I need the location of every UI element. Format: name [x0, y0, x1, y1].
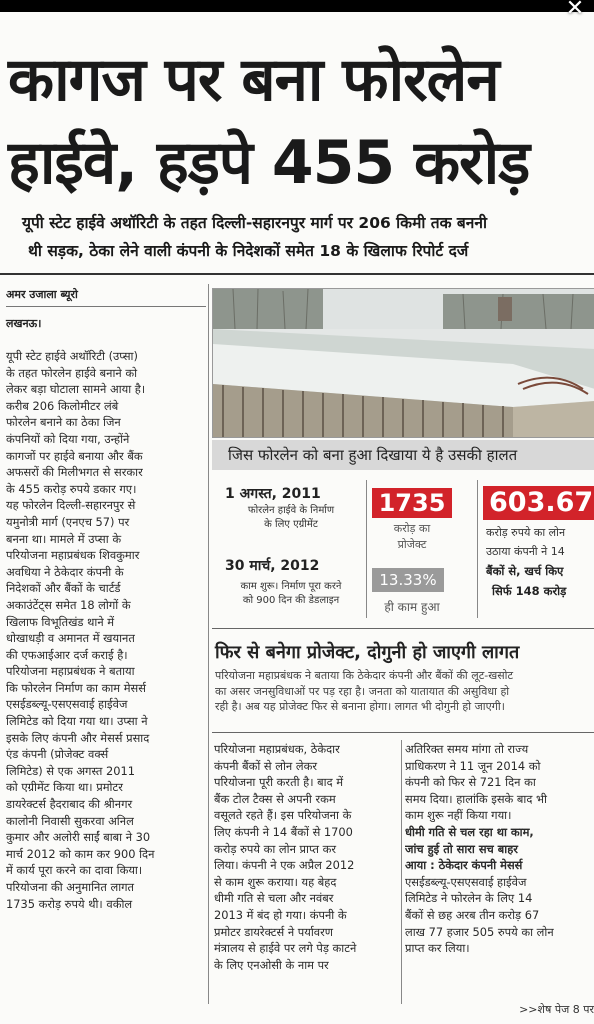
column-divider: [208, 284, 209, 1004]
text-line: लिमिटेड को दिया गया था। उप्सा ने: [6, 714, 148, 729]
photo-caption: जिस फोरलेन को बना हुआ दिखाया ये है उसकी हालत: [212, 440, 594, 470]
text-line: परियोजना पूरी करती है। बाद में: [214, 775, 344, 790]
text-line: इसके लिए कंपनी और मेसर्स प्रसाद: [6, 730, 150, 745]
timeline-date-1-desc-2: के लिए एग्रीमेंट: [264, 519, 318, 530]
continued-note: >>शेष पेज 8 पर: [519, 1003, 594, 1016]
text-line: प्राधिकरण ने 11 जून 2014 को: [405, 758, 541, 773]
text-line: अवधिया ने ठेकेदार कंपनी के: [6, 564, 124, 579]
work-done-percent: 13.33%: [372, 568, 444, 592]
timeline-date-1: 1 अगस्त, 2011: [225, 486, 321, 502]
text-line: मंत्रालय से हाईवे पर लगे पेड़ काटने: [214, 941, 357, 956]
timeline-date-2: 30 मार्च, 2012: [225, 558, 320, 574]
text-line: को एग्रीमेंट किया था। प्रमोटर: [6, 780, 123, 795]
text-line: के तहत फोरलेन हाईवे बनाने को: [6, 365, 138, 380]
column-1-text: [6, 348, 206, 912]
text-line: से काम शुरू कराया। यह बेहद: [214, 874, 337, 889]
text-line: बैंकों से छह अरब तीन करोड़ 67: [405, 907, 540, 922]
text-line: का असर जनसुविधाओं पर पड़ रहा है। जनता को यातायात की असुविधा हो: [215, 684, 510, 698]
text-line: एसईडब्ल्यू-एसएसवाई हाईवेज: [6, 697, 128, 712]
intro-text: [215, 668, 594, 715]
column-3-text: [405, 741, 594, 957]
text-line: मार्च 2012 को काम कर 900 दिन: [6, 846, 155, 861]
text-line: अतिरिक्त समय मांगा तो राज्य: [405, 742, 529, 756]
text-line: आया : ठेकेदार कंपनी मेसर्स: [405, 858, 523, 873]
text-line: यूपी स्टेट हाईवे अथॉरिटी (उप्सा): [6, 349, 138, 363]
text-line: डायरेक्टर्स हैदराबाद की श्रीनगर: [6, 797, 133, 812]
loan-line-1: करोड़ रुपये का लोन: [486, 526, 566, 539]
mid-rule: [212, 628, 594, 629]
text-line: लिमिटेड ने फोरलेन के लिए 14: [405, 891, 533, 906]
top-bar: [0, 0, 594, 12]
text-line: कंपनी को फिर से 721 दिन का: [405, 775, 536, 790]
timeline-date-2-desc-1: काम शुरू। निर्माण पूरा करने: [240, 581, 342, 592]
column-2-text: [214, 741, 398, 973]
text-line: एसईडब्ल्यू-एसएसवाई हाईवेज: [405, 874, 527, 889]
text-line: लिमिटेड) से एक अगस्त 2011: [6, 763, 135, 778]
text-line: कुमार और अलोरी साईं बाबा ने 30: [6, 830, 151, 845]
text-line: 1735 करोड़ रुपये थी। वकील: [6, 896, 133, 911]
project-cost-value: 1735: [372, 488, 452, 518]
stat-divider-1: [366, 480, 367, 618]
loan-line-2: उठाया कंपनी ने 14: [486, 545, 565, 558]
subheadline-line-2: थी सड़क, ठेका लेने वाली कंपनी के निदेशकों समेत 18 के खिलाफ रिपोर्ट दर्ज: [28, 242, 469, 260]
second-headline: फिर से बनेगा प्रोजेक्ट, दोगुनी हो जाएगी लागत: [215, 642, 520, 663]
text-line: रही है। अब यह प्रोजेक्ट फिर से बनाना होगा। लागत भी दोगुनी हो जाएगी।: [215, 700, 505, 713]
text-line: फोरलेन बनाने का ठेका जिन: [6, 415, 121, 430]
text-line: कागजों पर हाईवे बनाया और बैंक: [6, 448, 143, 463]
text-line: लिए कंपनी ने 14 बैंकों से 1700: [214, 824, 353, 839]
text-line: की एफआईआर दर्ज कराई है।: [6, 647, 128, 662]
text-line: एंड कंपनी (प्रोजेक्ट वर्क्स: [6, 747, 109, 762]
loan-line-4: सिर्फ 148 करोड़: [492, 584, 567, 598]
text-line: धीमी गति से चल रहा था काम,: [405, 824, 534, 839]
dateline: लखनऊ।: [6, 317, 42, 330]
text-line: यह फोरलेन दिल्ली-सहारनपुर से: [6, 498, 136, 513]
close-icon[interactable]: ✕: [565, 0, 585, 21]
text-line: धोखाधड़ी व अमानत में खयानत: [6, 631, 135, 646]
text-line: बैंक टोल टैक्स से अपनी रकम: [214, 791, 336, 806]
text-line: धीमी गति से चला और नवंबर: [214, 891, 334, 906]
byline: अमर उजाला ब्यूरो: [6, 288, 78, 301]
text-line: परियोजना महाप्रबंधक ने बताया: [6, 664, 135, 679]
text-line: के 455 करोड़ रुपये डकार गए।: [6, 481, 137, 496]
text-line: अफसरों की मिलीभगत से सरकार: [6, 465, 143, 480]
text-line: करोड़ रुपये का लोन प्राप्त कर: [214, 841, 336, 856]
subheadline-line-1: यूपी स्टेट हाईवे अथॉरिटी के तहत दिल्ली-सहारनपुर मार्ग पर 206 किमी तक बननी: [22, 214, 487, 232]
text-line: कि फोरलेन निर्माण का काम मेसर्स: [6, 680, 146, 695]
text-line: कंपनियों को दिया गया, उन्होंने: [6, 431, 130, 446]
project-cost-label-1: करोड़ का: [393, 522, 431, 535]
text-line: करीब 206 किलोमीटर लंबे: [6, 398, 119, 413]
loan-line-3: बैंकों से, खर्च किए: [486, 564, 564, 578]
highway-photo: [212, 288, 594, 438]
headline-line-1: कागज पर बना फोरलेन: [8, 45, 499, 115]
text-line: काम शुरू नहीं किया गया।: [405, 808, 512, 823]
text-line: प्राप्त कर लिया।: [405, 941, 470, 956]
top-rule: [0, 273, 594, 275]
text-line: प्रमोटर डायरेक्टर्स ने पर्यावरण: [214, 924, 334, 939]
text-line: लाख 77 हजार 505 रुपये का लोन: [405, 924, 554, 939]
byline-rule: [6, 306, 206, 307]
column-divider-2: [401, 740, 402, 1004]
text-line: परियोजना महाप्रबंधक ने बताया कि ठेकेदार कंपनी और बैंकों की लूट-खसोट: [215, 669, 514, 682]
text-line: समय दिया। हालांकि इसके बाद भी: [405, 791, 547, 806]
text-line: लिया। कंपनी ने एक अप्रैल 2012: [214, 858, 355, 873]
project-cost-label-2: प्रोजेक्ट: [397, 538, 427, 551]
text-line: के लिए एनओसी के नाम पर: [214, 957, 329, 972]
text-line: परियोजना की अनुमानित लागत: [6, 880, 135, 894]
text-line: परियोजना महाप्रबंधक शिवकुमार: [6, 548, 140, 563]
text-line: परियोजना महाप्रबंधक, ठेकेदार: [214, 742, 340, 756]
intro-rule: [212, 732, 594, 733]
text-line: में कार्य पूरा करने का दावा किया।: [6, 863, 143, 878]
text-line: कालोनी निवासी सुकरवा अनिल: [6, 813, 134, 828]
loan-value: 603.67: [483, 486, 594, 520]
stat-divider-2: [477, 480, 478, 618]
text-line: निदेशकों और बैंकों के चार्टर्ड: [6, 581, 121, 596]
text-line: 2013 में बंद हो गया। कंपनी के: [214, 907, 347, 922]
text-line: बनना था। मामले में उप्सा के: [6, 531, 122, 546]
headline-line-2: हाईवे, हड़पे 455 करोड़: [8, 128, 530, 198]
text-line: जांच हुई तो सारा सच बाहर: [405, 841, 518, 856]
text-line: यमुनोत्री मार्ग (एनएच 57) पर: [6, 514, 130, 529]
text-line: अकाउंटेंट्स समेत 18 लोगों के: [6, 597, 131, 612]
text-line: लेकर बड़ा घोटाला सामने आया है।: [6, 382, 146, 397]
text-line: खिलाफ विभूतिखंड थाने में: [6, 614, 115, 629]
work-done-label: ही काम हुआ: [384, 600, 440, 614]
timeline-date-2-desc-2: को 900 दिन की डेडलाइन: [242, 595, 340, 606]
text-line: कंपनी बैंकों से लोन लेकर: [214, 758, 318, 773]
text-line: वसूलते रहते हैं। इस परियोजना के: [214, 808, 352, 823]
timeline-date-1-desc-1: फोरलेन हाईवे के निर्माण: [247, 505, 335, 516]
